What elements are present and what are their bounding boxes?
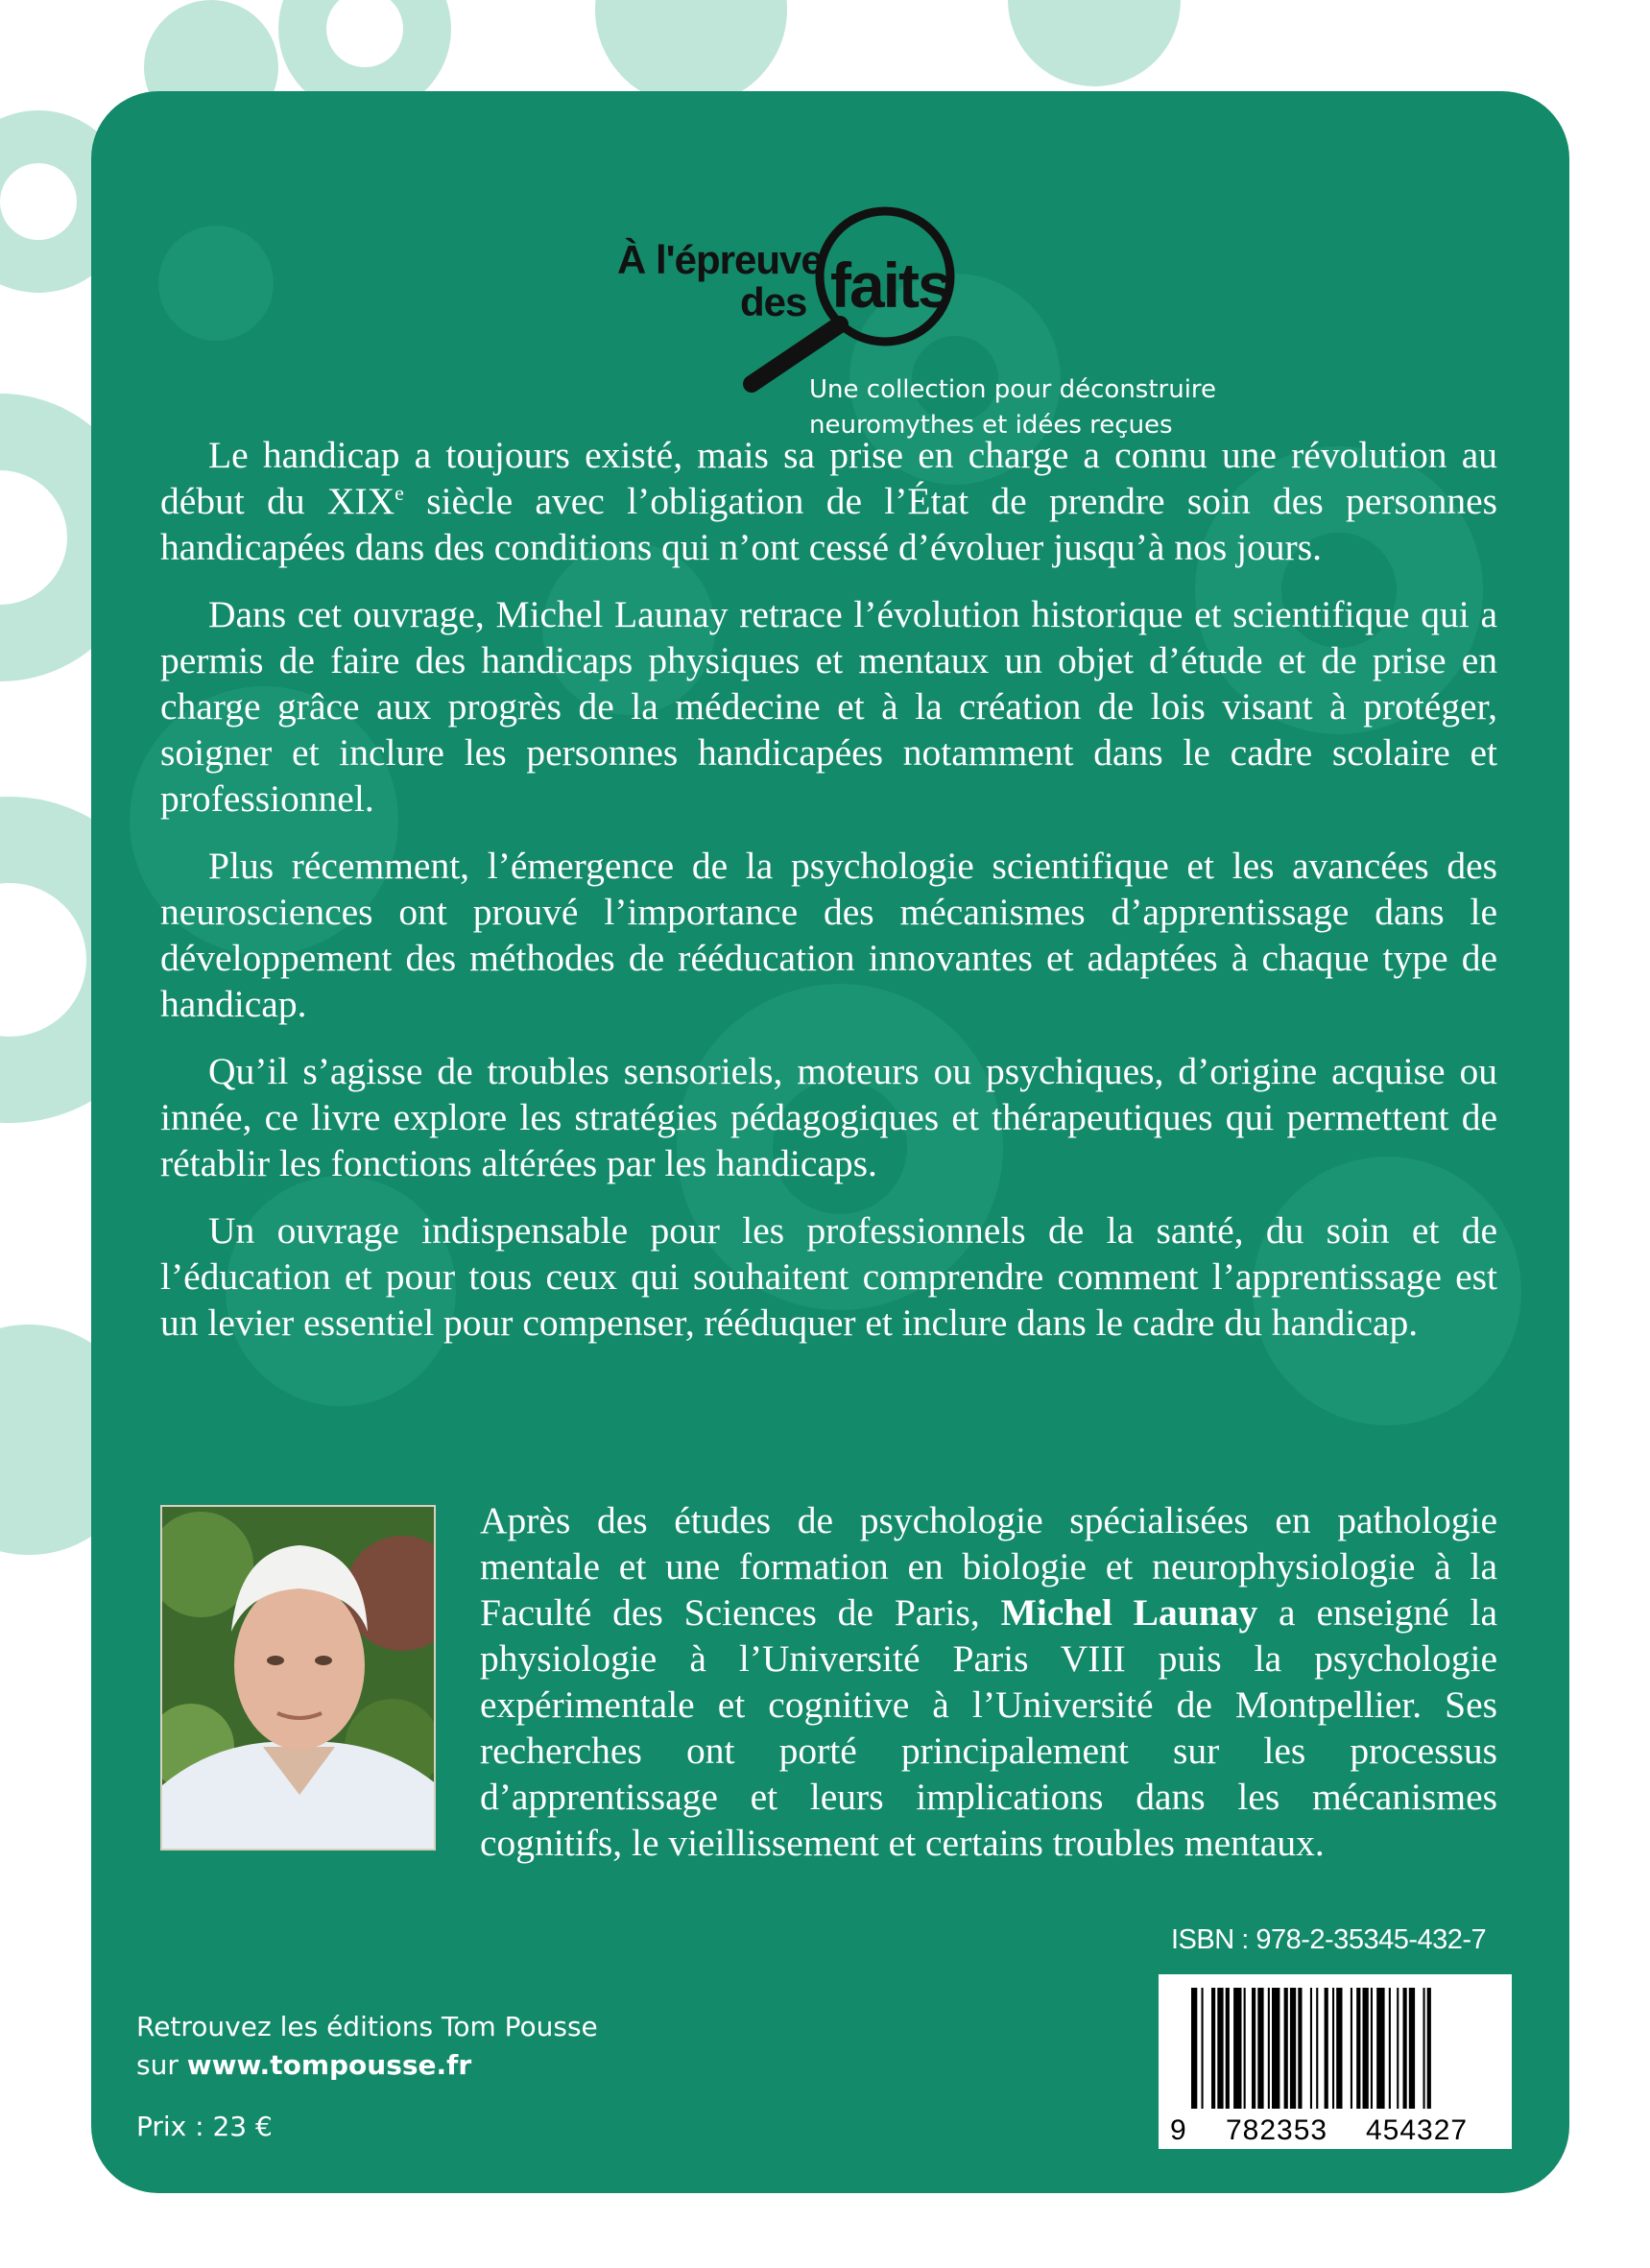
barcode-bars (1191, 1988, 1431, 2109)
blurb-p1-after: siècle avec l’obligation de l’État de prendre soin des personnes handicapées dans des conditions qui n’ont cessé d’évoluer jusqu’à nos jours. (160, 480, 1497, 568)
collection-logo (617, 106, 1289, 440)
barcode-bar (1191, 1988, 1197, 2109)
footer-line2-prefix: sur (136, 2049, 187, 2081)
barcode-bar (1233, 1988, 1241, 2109)
publisher-website-link[interactable]: www.tompousse.fr (186, 2049, 472, 2081)
author-biography (480, 1497, 1497, 1866)
author-bio-after: a enseigné la physiologie à l’Université Paris VIII puis la psychologie expérimentale et cognitive à l’Université de Montpellier. Ses recherches ont porté principalement sur les processus d’apprentissage et leurs implications dans les mécanismes cognitifs, le vieillissement et certains troubles mentaux. (480, 1591, 1498, 1864)
blurb-paragraph-3: Plus récemment, l’émergence de la psychologie scientifique et les avancées des neurosciences ont prouvé l’importance des mécanismes d’apprentissage dans le développement des méthodes de rééducation innovantes et adaptées à chaque type de handicap. (160, 845, 1497, 1025)
barcode-bar (1351, 1988, 1352, 2109)
barcode-bar (1202, 1988, 1204, 2109)
barcode-bar (1389, 1988, 1391, 2109)
barcode-bar (1409, 1988, 1415, 2109)
barcode-bar (1298, 1988, 1302, 2109)
logo-tagline-line2: neuromythes et idées reçues (809, 411, 1173, 440)
barcode-bar (1423, 1988, 1425, 2109)
logo-tagline-line1: Une collection pour déconstruire (809, 375, 1217, 404)
publisher-footer (136, 2008, 598, 2146)
barcode-bar (1316, 1988, 1318, 2109)
blurb-p1-before: Le handicap a toujours existé, mais sa prise en charge a connu une révolution au début du XIX (160, 434, 1497, 522)
barcode-bar (1290, 1988, 1296, 2109)
blurb-paragraph-1 (160, 432, 1497, 570)
barcode-bar (1376, 1988, 1384, 2109)
barcode-bar (1371, 1988, 1373, 2109)
blurb-p1-superscript: e (395, 480, 404, 505)
author-photo (160, 1505, 436, 1850)
barcode-image (1159, 1974, 1512, 2149)
footer-line1: Retrouvez les éditions Tom Pousse (136, 2011, 598, 2042)
barcode-digits-left: 782353 (1226, 2114, 1328, 2146)
logo-title-line2: des (740, 279, 807, 324)
barcode-digit-first: 9 (1170, 2114, 1186, 2146)
author-name: Michel Launay (1000, 1591, 1258, 1634)
barcode (1159, 1974, 1512, 2149)
barcode-bar (1336, 1988, 1342, 2109)
barcode-bar (1268, 1988, 1270, 2109)
barcode-bar (1427, 1988, 1431, 2109)
barcode-bar (1363, 1988, 1369, 2109)
back-cover-panel (91, 91, 1569, 2193)
isbn-number: ISBN : 978-2-35345-432-7 (1171, 1924, 1487, 1955)
barcode-bar (1332, 1988, 1334, 2109)
logo-title-lens-word: faits (830, 250, 951, 321)
blurb-paragraph-5: Un ouvrage indispensable pour les professionnels de la santé, du soin et de l’éducation et pour tous ceux qui souhaitent comprendre comment l’apprentissage est un levier essentiel pour compenser, rééduquer et inclure dans le cadre du handicap. (160, 1209, 1497, 1344)
barcode-digits-right: 454327 (1366, 2114, 1469, 2146)
barcode-bar (1252, 1988, 1255, 2109)
barcode-bar (1325, 1988, 1328, 2109)
blurb-paragraph-2: Dans cet ouvrage, Michel Launay retrace l’évolution historique et scientifique qui a permis de faire des handicaps physiques et mentaux un objet d’étude et de prise en charge grâce aux progrès de la médecine et à la création de lois visant à protéger, soigner et inclure les personnes handicapées notamment dans le cadre scolaire et professionnel. (160, 593, 1497, 820)
barcode-bar (1211, 1988, 1215, 2109)
barcode-bar (1217, 1988, 1223, 2109)
barcode-bar (1244, 1988, 1246, 2109)
footer-line2 (136, 2046, 598, 2085)
blurb-text (160, 432, 1497, 1367)
book-price: Prix : 23 € (136, 2111, 273, 2142)
barcode-bar (1310, 1988, 1312, 2109)
author-portrait-image (162, 1507, 436, 1850)
barcode-bar (1284, 1988, 1288, 2109)
barcode-bar (1356, 1988, 1360, 2109)
author-bio-before: Après des études de psychologie spécialisées en pathologie mentale et une formation en biologie et neurophysiologie à la Faculté des Sciences de Paris, (480, 1499, 1497, 1634)
barcode-bar (1272, 1988, 1279, 2109)
barcode-bar (1257, 1988, 1263, 2109)
blurb-paragraph-4: Qu’il s’agisse de troubles sensoriels, moteurs ou psychiques, d’origine acquise ou innée, ce livre explore les stratégies pédagogiques et thérapeutiques qui permettent de rétablir les fonctions altérées par les handicaps. (160, 1050, 1497, 1184)
barcode-bar (1397, 1988, 1399, 2109)
barcode-bar (1226, 1988, 1230, 2109)
logo-title-line1: À l'épreuve (617, 237, 823, 282)
barcode-bar (1403, 1988, 1407, 2109)
